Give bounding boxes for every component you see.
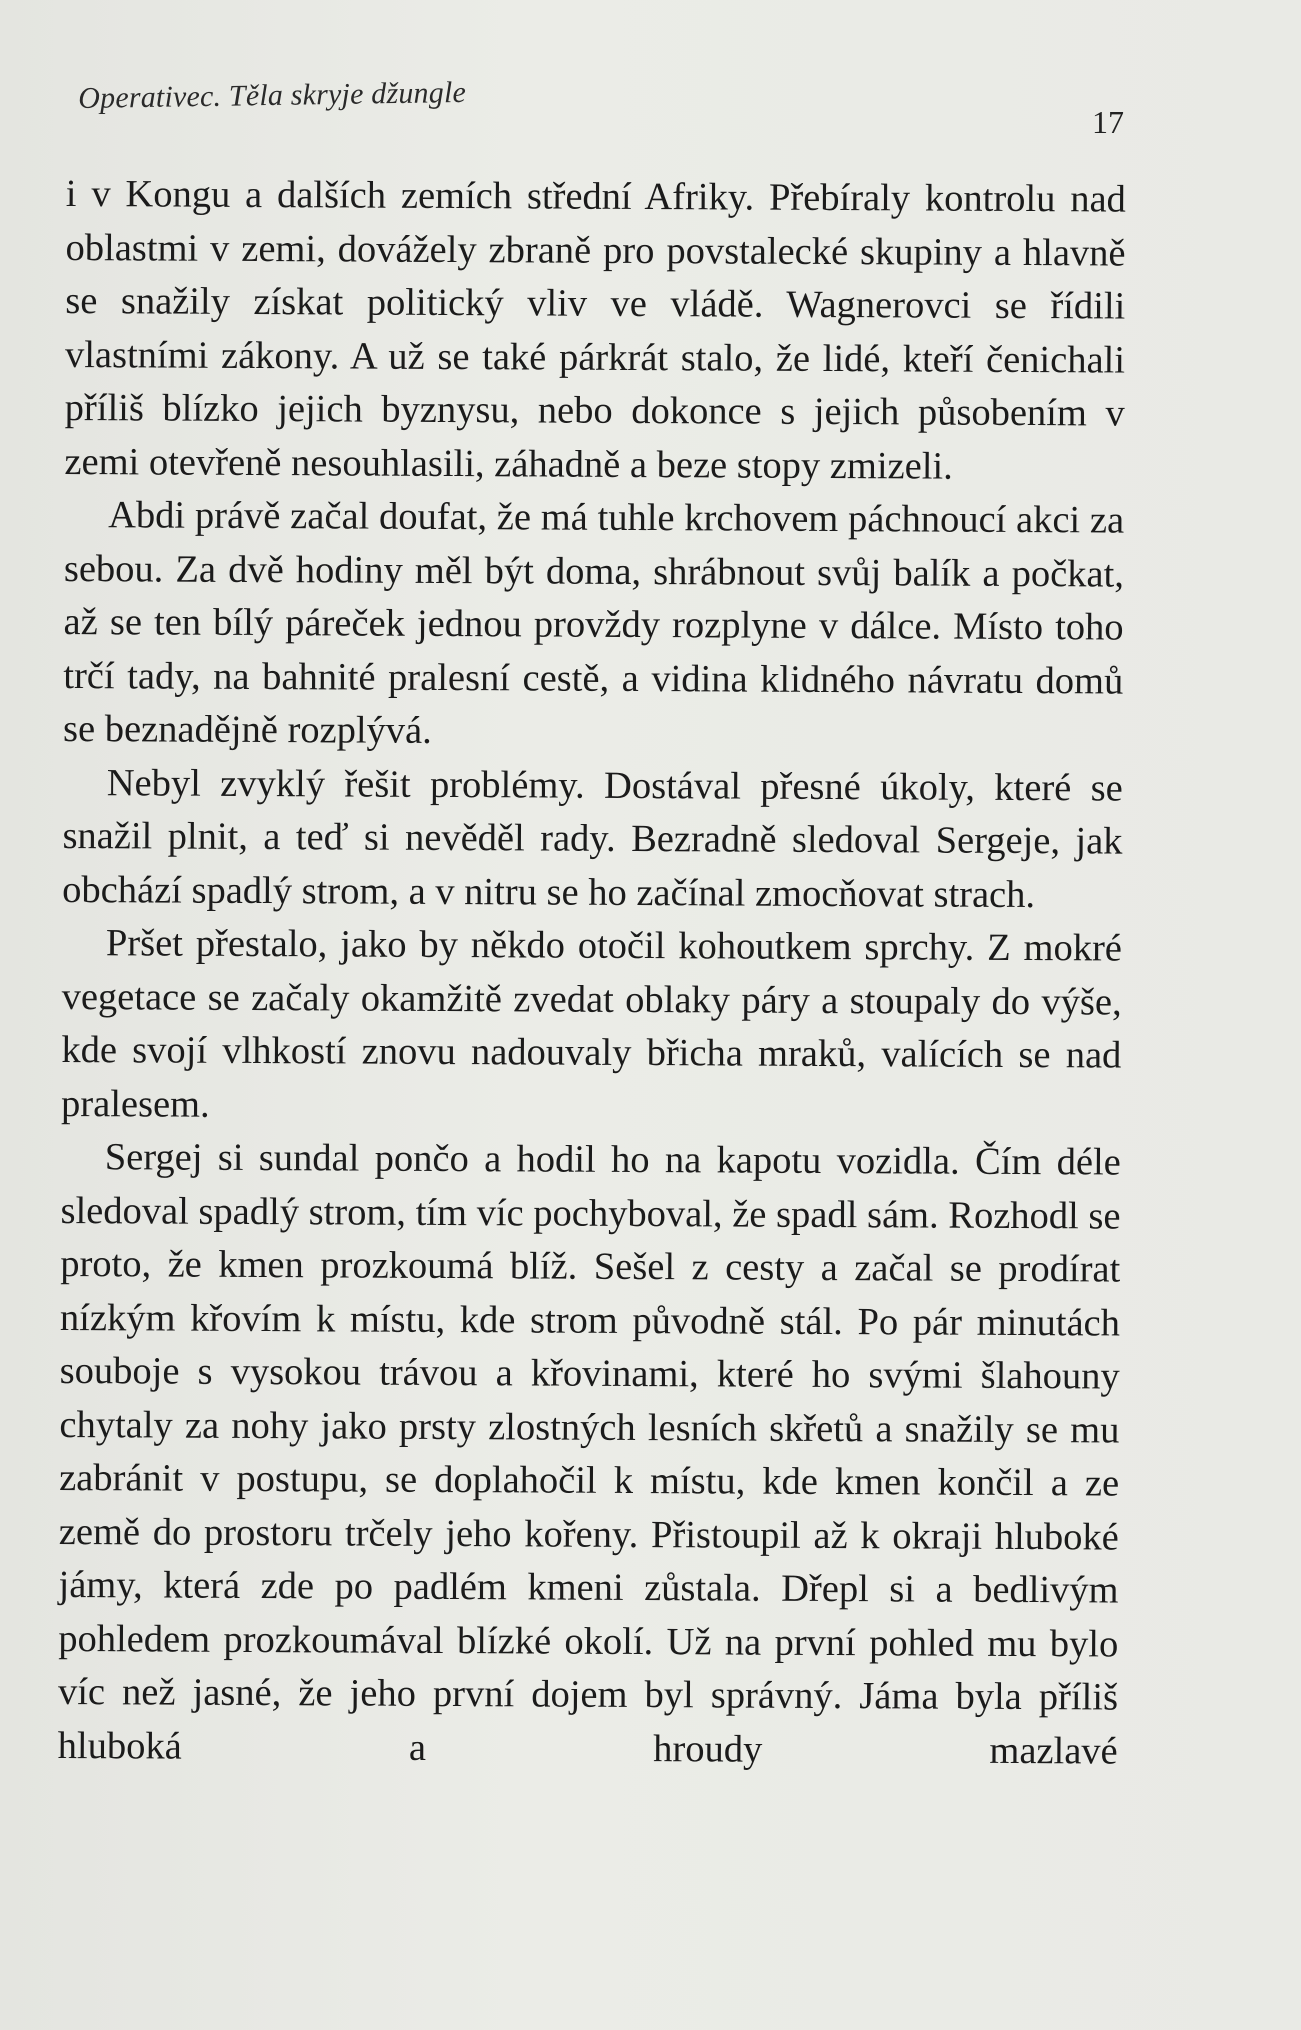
paragraph: Pršet přestalo, jako by někdo otočil kohoutkem sprchy. Z mokré vegetace se začaly okamžitě zvedat oblaky páry a stoupaly do výše, kde svojí vlhkostí znovu nadouvaly břicha mraků, valících se nad pralesem. <box>60 922 1123 1126</box>
paragraph: Sergej si sundal pončo a hodil ho na kapotu vozidla. Čím déle sledoval spadlý strom, tím víc pochyboval, že spadl sám. Rozhodl se proto, že kmen prozkoumá blíž. Sešel z cesty a začal se prodírat nízkým křovím k místu, kde strom původně stál. Po pár minutách souboje s vysokou trávou a křovinami, které ho svými šlahouny chytaly za nohy jako prsty zlostných lesních skřetů a snažily se mu zabránit v postupu, se doplahočil k místu, kde kmen končil a ze země do prostoru trčely jeho kořeny. Přistoupil až k okraji hluboké jámy, která zde po padlém kmeni zůstala. Dřepl si a bedlivým pohledem prozkoumával blízké okolí. Už na první pohled mu bylo víc než jasné, že jeho první dojem byl správný. Jáma byla příliš hluboká a hroudy mazlavé <box>57 1136 1121 1773</box>
paragraph: Nebyl zvyklý řešit problémy. Dostával přesné úkoly, které se snažil plnit, a teď si nevěděl rady. Bezradně sledoval Sergeje, jak obchází spadlý strom, a v nitru se ho začínal zmocňovat strach. <box>62 761 1123 916</box>
paragraph: Abdi právě začal doufat, že má tuhle krchovem páchnoucí akci za sebou. Za dvě hodiny měl být doma, shrábnout svůj balík a počkat, až se ten bílý páreček jednou provždy rozplyne v dálce. Místo toho trčí tady, na bahnité pralesní cestě, a vidina klidného návratu domů se beznadějně rozplývá. <box>62 494 1125 752</box>
running-head: Operativec. Těla skryje džungle <box>78 75 467 115</box>
page-number: 17 <box>1092 104 1124 140</box>
paragraph: i v Kongu a dalších zemích střední Afriky. Přebíraly kontrolu nad oblastmi v zemi, dovážely zbraně pro povstalecké skupiny a hlavně se snažily získat politický vliv ve vládě. Wagnerovci se řídili vlastními zákony. A už se také párkrát stalo, že lidé, kteří čenichali příliš blízko jejich byznysu, nebo dokonce s jejich působením v zemi otevřeně nesouhlasili, záhadně a beze stopy zmizeli. <box>64 172 1126 488</box>
body-text <box>58 168 1126 1779</box>
